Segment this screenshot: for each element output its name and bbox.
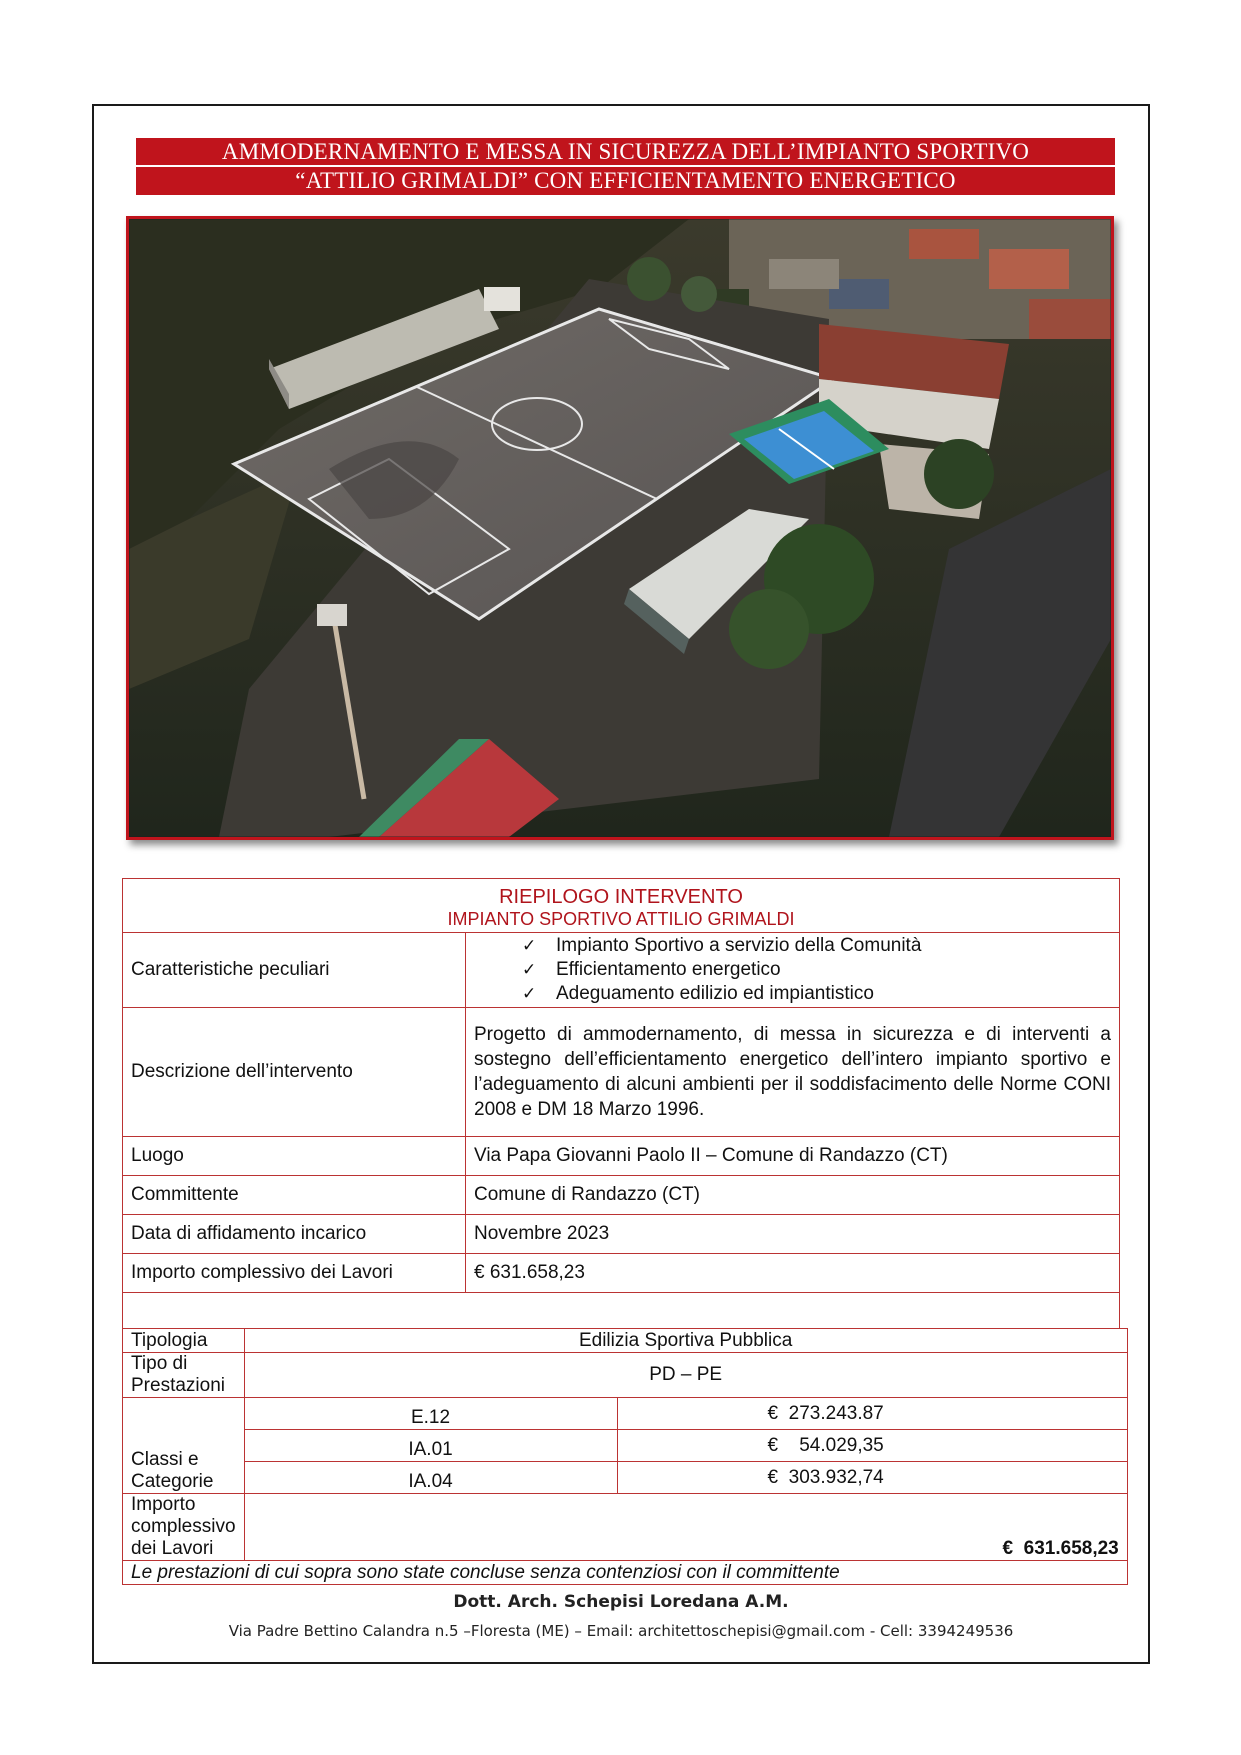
feature-item: ✓ Impianto Sportivo a servizio della Comunità <box>522 935 922 956</box>
title-line-1: AMMODERNAMENTO E MESSA IN SICUREZZA DELL’IMPIANTO SPORTIVO <box>136 138 1115 165</box>
class-code: IA.04 <box>244 1462 617 1494</box>
class-amount: € 54.029,35 <box>617 1430 1127 1462</box>
check-icon: ✓ <box>522 984 537 1003</box>
author-contact: Via Padre Bettino Calandra n.5 –Floresta (ME) – Email: architettoschepisi@gmail.com - Cell: 3394249536 <box>228 1622 1014 1640</box>
check-icon: ✓ <box>522 936 537 955</box>
check-icon: ✓ <box>522 960 537 979</box>
title-line-2: “ATTILIO GRIMALDI” CON EFFICIENTAMENTO ENERGETICO <box>136 167 1115 195</box>
class-code: IA.01 <box>244 1430 617 1462</box>
typology-value: Edilizia Sportiva Pubblica <box>244 1329 1127 1353</box>
details-table <box>122 1328 1128 1585</box>
summary-header <box>123 879 1120 933</box>
class-code: E.12 <box>244 1398 617 1430</box>
description-label: Descrizione dell’intervento <box>123 1008 466 1137</box>
client-value: Comune di Randazzo (CT) <box>466 1176 1120 1215</box>
grand-total-value: € 631.658,23 <box>244 1494 1127 1561</box>
grand-total-label: Importo complessivo dei Lavori <box>123 1494 245 1561</box>
summary-table <box>122 878 1120 1329</box>
class-amount: € 303.932,74 <box>617 1462 1127 1494</box>
aerial-stadium-photo <box>126 216 1114 840</box>
services-value: PD – PE <box>244 1353 1127 1398</box>
summary-subheading: IMPIANTO SPORTIVO ATTILIO GRIMALDI <box>447 908 795 929</box>
feature-item: ✓ Adeguamento edilizio ed impiantistico <box>522 983 874 1004</box>
feature-item: ✓ Efficientamento energetico <box>522 959 781 980</box>
features-cell <box>466 933 1120 1008</box>
total-amount-value: € 631.658,23 <box>466 1254 1120 1293</box>
typology-label: Tipologia <box>123 1329 245 1353</box>
class-amount: € 273.243.87 <box>617 1398 1127 1430</box>
client-label: Committente <box>123 1176 466 1215</box>
closing-note: Le prestazioni di cui sopra sono state concluse senza contenziosi con il committente <box>123 1561 1128 1585</box>
services-label: Tipo di Prestazioni <box>123 1353 245 1398</box>
spacer-row <box>123 1293 1120 1329</box>
assignment-date-value: Novembre 2023 <box>466 1215 1120 1254</box>
location-label: Luogo <box>123 1137 466 1176</box>
location-value: Via Papa Giovanni Paolo II – Comune di Randazzo (CT) <box>466 1137 1120 1176</box>
features-label: Caratteristiche peculiari <box>123 933 466 1008</box>
footer <box>92 1592 1150 1640</box>
assignment-date-label: Data di affidamento incarico <box>123 1215 466 1254</box>
description-text: Progetto di ammodernamento, di messa in sicurezza e di interventi a sostegno dell’efficientamento energetico dell’intero impianto sportivo e l’adeguamento di alcuni ambienti per il soddisfacimento delle Norme CONI 2008 e DM 18 Marzo 1996. <box>466 1008 1120 1137</box>
author-name: Dott. Arch. Schepisi Loredana A.M. <box>453 1592 789 1612</box>
summary-heading: RIEPILOGO INTERVENTO <box>499 885 743 908</box>
classes-label: Classi e Categorie <box>123 1398 245 1494</box>
total-amount-label: Importo complessivo dei Lavori <box>123 1254 466 1293</box>
